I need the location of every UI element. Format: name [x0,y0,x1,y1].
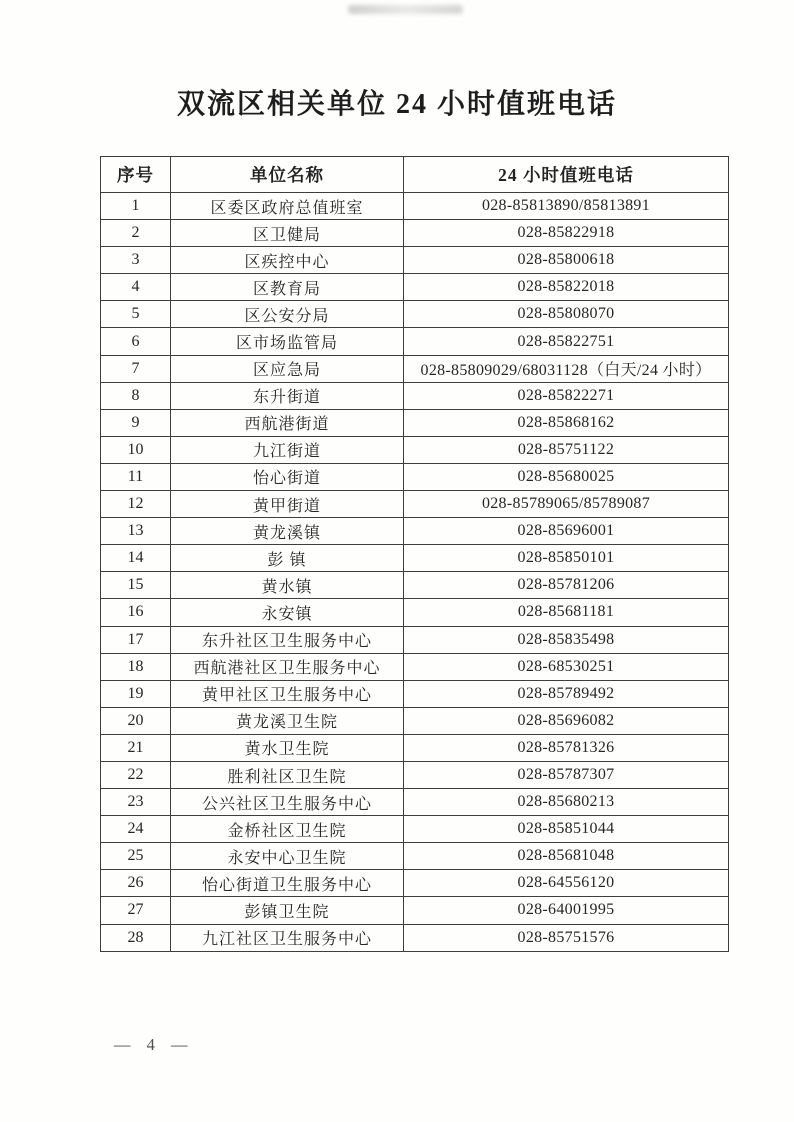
duty-phone: 028-85751576 [404,924,729,951]
row-number: 6 [101,328,171,355]
table-head [101,157,729,193]
table-row [101,436,729,463]
row-number: 26 [101,870,171,897]
table-row [101,382,729,409]
row-number: 24 [101,816,171,843]
unit-name: 公兴社区卫生服务中心 [171,789,404,816]
table-row [101,816,729,843]
row-number: 15 [101,572,171,599]
row-number: 5 [101,301,171,328]
duty-phone: 028-85813890/85813891 [404,193,729,220]
page-number: — 4 — [114,1035,194,1054]
duty-phone: 028-85681048 [404,843,729,870]
duty-phone: 028-68530251 [404,653,729,680]
unit-name: 东升社区卫生服务中心 [171,626,404,653]
table-row [101,545,729,572]
table-row [101,599,729,626]
column-header: 24 小时值班电话 [404,157,729,193]
duty-phone: 028-85809029/68031128（白天/24 小时） [404,355,729,382]
duty-phone: 028-85822018 [404,274,729,301]
table-row [101,653,729,680]
duty-phone: 028-85868162 [404,409,729,436]
duty-phone: 028-64556120 [404,870,729,897]
unit-name: 区卫健局 [171,220,404,247]
table-row [101,301,729,328]
row-number: 25 [101,843,171,870]
unit-name: 彭镇卫生院 [171,897,404,924]
unit-name: 怡心街道卫生服务中心 [171,870,404,897]
duty-phone: 028-85681181 [404,599,729,626]
table-row [101,626,729,653]
column-header: 单位名称 [171,157,404,193]
duty-phone: 028-85781326 [404,734,729,761]
table-row [101,491,729,518]
unit-name: 黄龙溪镇 [171,518,404,545]
table-row [101,518,729,545]
unit-name: 东升街道 [171,382,404,409]
table-header-row [101,157,729,193]
duty-phone: 028-85800618 [404,247,729,274]
row-number: 28 [101,924,171,951]
duty-phone: 028-85680213 [404,789,729,816]
duty-phone: 028-85789492 [404,680,729,707]
scan-smudge-artifact [348,5,463,14]
table-row [101,870,729,897]
unit-name: 区公安分局 [171,301,404,328]
row-number: 17 [101,626,171,653]
table-row [101,220,729,247]
duty-phone: 028-85835498 [404,626,729,653]
table-row [101,409,729,436]
unit-name: 区应急局 [171,355,404,382]
unit-name: 黄甲社区卫生服务中心 [171,680,404,707]
duty-phone-table [100,156,729,952]
unit-name: 西航港社区卫生服务中心 [171,653,404,680]
row-number: 22 [101,761,171,788]
column-header: 序号 [101,157,171,193]
row-number: 11 [101,463,171,490]
unit-name: 黄甲街道 [171,491,404,518]
unit-name: 区委区政府总值班室 [171,193,404,220]
row-number: 13 [101,518,171,545]
table-row [101,789,729,816]
unit-name: 永安镇 [171,599,404,626]
row-number: 9 [101,409,171,436]
duty-phone: 028-85696001 [404,518,729,545]
unit-name: 永安中心卫生院 [171,843,404,870]
row-number: 10 [101,436,171,463]
row-number: 21 [101,734,171,761]
table-row [101,843,729,870]
row-number: 12 [101,491,171,518]
unit-name: 西航港街道 [171,409,404,436]
table-row [101,680,729,707]
unit-name: 区疾控中心 [171,247,404,274]
row-number: 4 [101,274,171,301]
row-number: 27 [101,897,171,924]
row-number: 8 [101,382,171,409]
duty-phone: 028-85751122 [404,436,729,463]
duty-phone: 028-85822271 [404,382,729,409]
unit-name: 区教育局 [171,274,404,301]
table-row [101,761,729,788]
row-number: 19 [101,680,171,707]
duty-phone: 028-85787307 [404,761,729,788]
row-number: 23 [101,789,171,816]
unit-name: 黄水卫生院 [171,734,404,761]
table-row [101,924,729,951]
duty-phone: 028-85822751 [404,328,729,355]
table-row [101,355,729,382]
duty-phone: 028-85850101 [404,545,729,572]
duty-phone: 028-85808070 [404,301,729,328]
unit-name: 金桥社区卫生院 [171,816,404,843]
table-row [101,572,729,599]
duty-phone: 028-85680025 [404,463,729,490]
unit-name: 九江社区卫生服务中心 [171,924,404,951]
unit-name: 彭 镇 [171,545,404,572]
row-number: 20 [101,707,171,734]
duty-phone: 028-85789065/85789087 [404,491,729,518]
page-title: 双流区相关单位 24 小时值班电话 [176,89,617,120]
unit-name: 黄龙溪卫生院 [171,707,404,734]
duty-phone: 028-64001995 [404,897,729,924]
row-number: 3 [101,247,171,274]
duty-phone: 028-85696082 [404,707,729,734]
unit-name: 九江街道 [171,436,404,463]
table-row [101,897,729,924]
row-number: 14 [101,545,171,572]
row-number: 18 [101,653,171,680]
table-row [101,707,729,734]
unit-name: 黄水镇 [171,572,404,599]
row-number: 1 [101,193,171,220]
unit-name: 区市场监管局 [171,328,404,355]
duty-phone: 028-85822918 [404,220,729,247]
table-row [101,193,729,220]
table-row [101,274,729,301]
duty-phone: 028-85851044 [404,816,729,843]
row-number: 2 [101,220,171,247]
row-number: 7 [101,355,171,382]
table-body [101,193,729,952]
unit-name: 怡心街道 [171,463,404,490]
table-row [101,247,729,274]
unit-name: 胜利社区卫生院 [171,761,404,788]
table-row [101,463,729,490]
table-row [101,328,729,355]
duty-phone: 028-85781206 [404,572,729,599]
table-row [101,734,729,761]
row-number: 16 [101,599,171,626]
